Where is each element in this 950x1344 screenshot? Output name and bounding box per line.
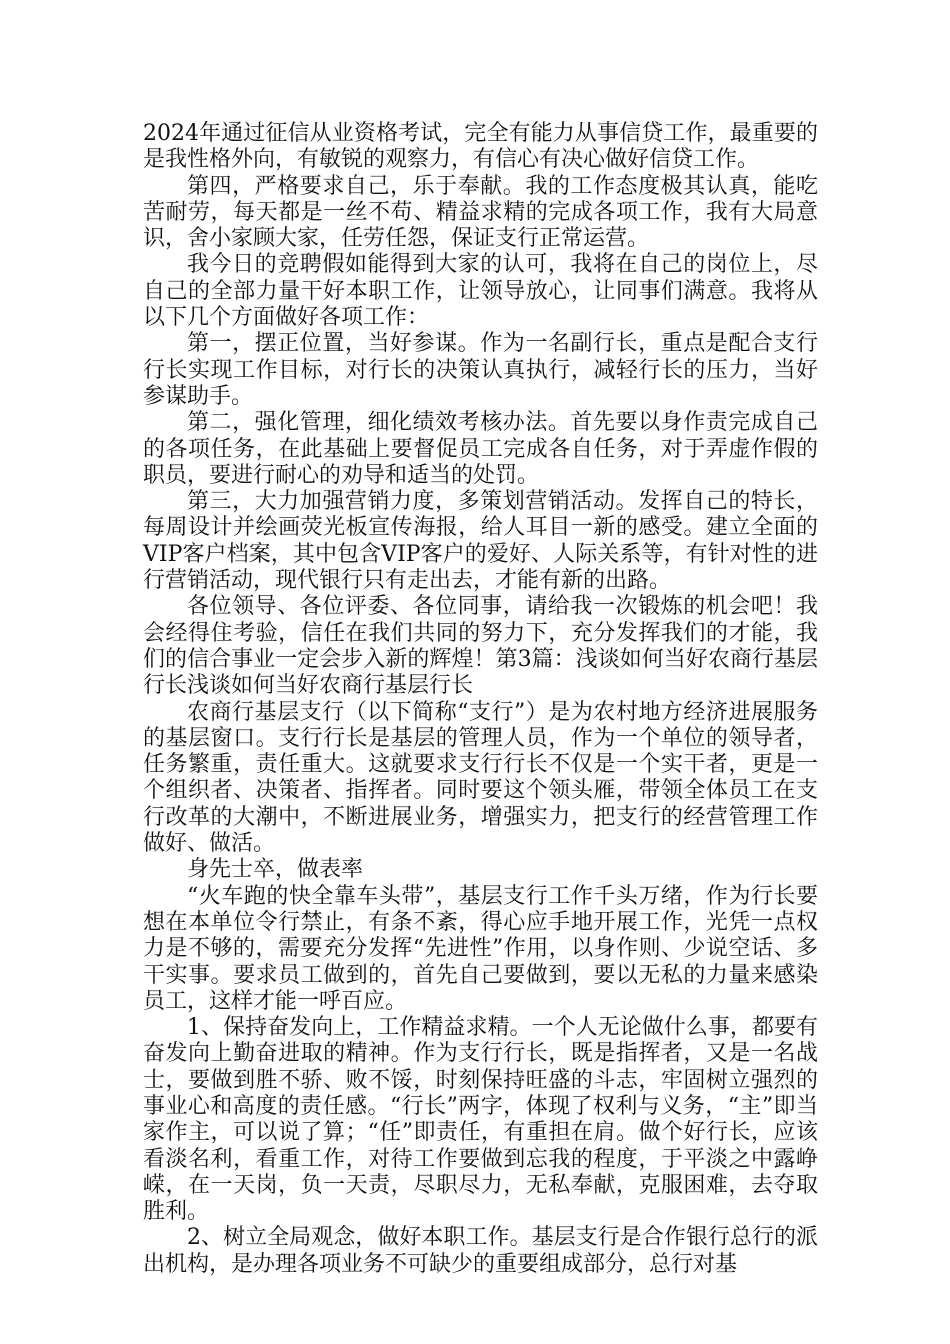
paragraph: 我今日的竞聘假如能得到大家的认可，我将在自己的岗位上，尽自己的全部力量干好本职工作，让领导放心，让同事们满意。我将从以下几个方面做好各项工作： [143, 252, 818, 331]
paragraph: 第三，大力加强营销力度，多策划营销活动。发挥自己的特长，每周设计并绘画荧光板宣传海报，给人耳目一新的感受。建立全面的VIP客户档案，其中包含VIP客户的爱好、人际关系等，有针对性的进行营销活动，现代银行只有走出去，才能有新的出路。 [143, 489, 818, 594]
paragraph-continuation: 2024年通过征信从业资格考试，完全有能力从事信贷工作，最重要的是我性格外向，有敏锐的观察力，有信心有决心做好信贷工作。 [143, 121, 818, 173]
section-heading: 身先士卒，做表率 [187, 857, 364, 883]
paragraph: 1、保持奋发向上，工作精益求精。一个人无论做什么事，都要有奋发向上勤奋进取的精神。作为支行行长，既是指挥者，又是一名战士，要做到胜不骄、败不馁，时刻保持旺盛的斗志，牢固树立强烈的事业心和高度的责任感。“行长”两字，体现了权利与义务，“主”即当家作主，可以说了算；“任”即责任，有重担在肩。做个好行长，应该看淡名利，看重工作，对待工作要做到忘我的程度，于平淡之中露峥嵘，在一天岗，负一天责，尽职尽力，无私奉献，克服困难，去夺取胜利。 [143, 1015, 818, 1225]
paragraph: 第二，强化管理，细化绩效考核办法。首先要以身作责完成自己的各项任务，在此基础上要督促员工完成各自任务，对于弄虚作假的职员，要进行耐心的劝导和适当的处罚。 [143, 410, 818, 488]
paragraph: 第四，严格要求自己，乐于奉献。我的工作态度极其认真，能吃苦耐劳，每天都是一丝不苟、精益求精的完成各项工作，我有大局意识，舍小家顾大家，任劳任怨，保证支行正常运营。 [143, 173, 818, 252]
paragraph: 第一，摆正位置，当好参谋。作为一名副行长，重点是配合支行行长实现工作目标，对行长的决策认真执行，减轻行长的压力，当好参谋助手。 [143, 331, 818, 409]
paragraph: 各位领导、各位评委、各位同事，请给我一次锻炼的机会吧！我会经得住考验，信任在我们共同的努力下，充分发挥我们的才能，我们的信合事业一定会步入新的辉煌！第3篇：浅谈如何当好农商行基层行长浅谈如何当好农商行基层行长 [143, 594, 818, 699]
paragraph: 2、树立全局观念，做好本职工作。基层支行是合作银行总行的派出机构，是办理各项业务不可缺少的重要组成部分，总行对基 [143, 1225, 818, 1277]
paragraph: “火车跑的快全靠车头带”，基层支行工作千头万绪，作为行长要想在本单位令行禁止，有条不紊，得心应手地开展工作，光凭一点权力是不够的，需要充分发挥“先进性”作用，以身作则、少说空话、多干实事。要求员工做到的，首先自己要做到，要以无私的力量来感染员工，这样才能一呼百应。 [143, 883, 818, 1014]
paragraph: 农商行基层支行（以下简称“支行”）是为农村地方经济进展服务的基层窗口。支行行长是基层的管理人员，作为一个单位的领导者，任务繁重，责任重大。这就要求支行行长不仅是一个实干者，更是一个组织者、决策者、指挥者。同时要这个领头雁，带领全体员工在支行改革的大潮中，不断进展业务，增强实力，把支行的经营管理工作做好、做活。 [143, 699, 818, 857]
document-body [143, 121, 818, 1278]
